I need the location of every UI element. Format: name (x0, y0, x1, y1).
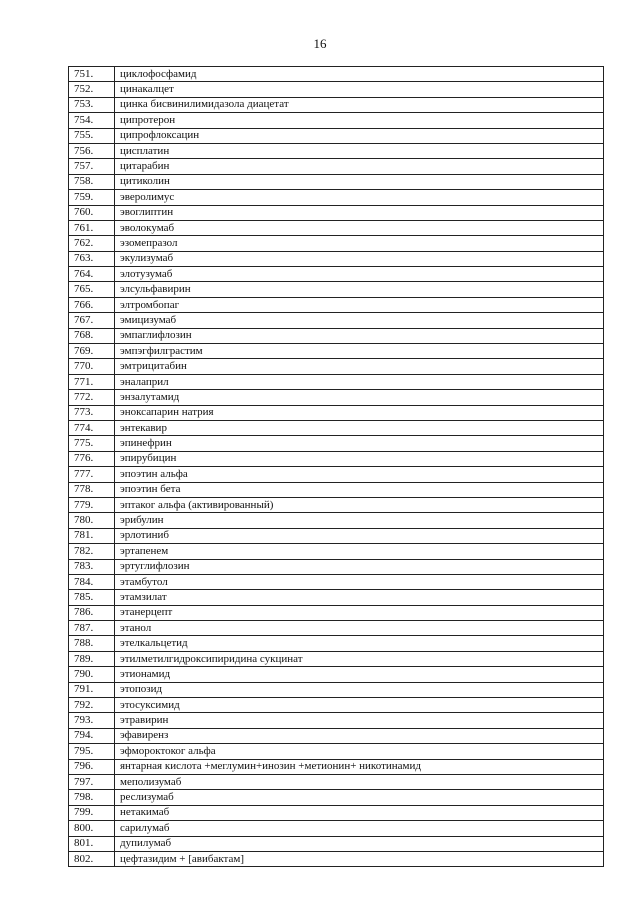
drug-name: реслизумаб (115, 790, 604, 805)
row-number: 755. (69, 128, 115, 143)
table-row (69, 497, 604, 512)
drug-name: энзалутамид (115, 390, 604, 405)
table-row (69, 251, 604, 266)
drug-name: эмтрицитабин (115, 359, 604, 374)
table-row (69, 682, 604, 697)
row-number: 775. (69, 436, 115, 451)
table-row (69, 436, 604, 451)
row-number: 781. (69, 528, 115, 543)
table-row (69, 574, 604, 589)
row-number: 761. (69, 220, 115, 235)
drug-name: сарилумаб (115, 821, 604, 836)
drug-name: нетакимаб (115, 805, 604, 820)
row-number: 777. (69, 467, 115, 482)
row-number: 787. (69, 621, 115, 636)
drug-name: меполизумаб (115, 774, 604, 789)
drug-name: энтекавир (115, 420, 604, 435)
row-number: 772. (69, 390, 115, 405)
table-row (69, 359, 604, 374)
table-row (69, 405, 604, 420)
row-number: 783. (69, 559, 115, 574)
table-row (69, 220, 604, 235)
drug-name: эверолимус (115, 190, 604, 205)
row-number: 770. (69, 359, 115, 374)
table-row (69, 482, 604, 497)
row-number: 782. (69, 544, 115, 559)
page-number: 16 (313, 36, 327, 51)
row-number: 765. (69, 282, 115, 297)
drug-name: эфмороктоког альфа (115, 744, 604, 759)
row-number: 794. (69, 728, 115, 743)
drug-name: экулизумаб (115, 251, 604, 266)
drug-name: цитарабин (115, 159, 604, 174)
drug-name: эрлотиниб (115, 528, 604, 543)
drug-name: эртуглифлозин (115, 559, 604, 574)
drug-name: эпирубицин (115, 451, 604, 466)
drug-name: эрибулин (115, 513, 604, 528)
row-number: 764. (69, 267, 115, 282)
row-number: 780. (69, 513, 115, 528)
table-row (69, 390, 604, 405)
table-row (69, 851, 604, 866)
drug-name: эртапенем (115, 544, 604, 559)
drug-name: эмпэгфилграстим (115, 344, 604, 359)
table-row (69, 836, 604, 851)
table-row (69, 790, 604, 805)
table-row (69, 821, 604, 836)
drug-name: эвоглиптин (115, 205, 604, 220)
table-row (69, 159, 604, 174)
drug-name: цефтазидим + [авибактам] (115, 851, 604, 866)
row-number: 769. (69, 344, 115, 359)
drug-name: элсульфавирин (115, 282, 604, 297)
drug-name: эптаког альфа (активированный) (115, 497, 604, 512)
row-number: 799. (69, 805, 115, 820)
drug-name: этосуксимид (115, 698, 604, 713)
table-row (69, 605, 604, 620)
row-number: 795. (69, 744, 115, 759)
row-number: 758. (69, 174, 115, 189)
table-row (69, 621, 604, 636)
row-number: 767. (69, 313, 115, 328)
drug-name: этанол (115, 621, 604, 636)
row-number: 773. (69, 405, 115, 420)
row-number: 751. (69, 67, 115, 82)
table-row (69, 544, 604, 559)
row-number: 788. (69, 636, 115, 651)
table-row (69, 174, 604, 189)
table-row (69, 728, 604, 743)
drug-name: эволокумаб (115, 220, 604, 235)
drug-name: этионамид (115, 667, 604, 682)
row-number: 785. (69, 590, 115, 605)
drug-name: этелкальцетид (115, 636, 604, 651)
table-row (69, 651, 604, 666)
drug-name: эфавиренз (115, 728, 604, 743)
row-number: 791. (69, 682, 115, 697)
drug-name: цинка бисвинилимидазола диацетат (115, 97, 604, 112)
row-number: 759. (69, 190, 115, 205)
drug-name: эзомепразол (115, 236, 604, 251)
table-row (69, 297, 604, 312)
row-number: 778. (69, 482, 115, 497)
drug-name: элтромбопаг (115, 297, 604, 312)
drug-name: цисплатин (115, 143, 604, 158)
drug-list-body (69, 67, 604, 867)
table-row (69, 559, 604, 574)
drug-name: эноксапарин натрия (115, 405, 604, 420)
table-row (69, 590, 604, 605)
drug-name: эпинефрин (115, 436, 604, 451)
table-row (69, 190, 604, 205)
row-number: 753. (69, 97, 115, 112)
row-number: 763. (69, 251, 115, 266)
table-row (69, 467, 604, 482)
row-number: 754. (69, 113, 115, 128)
table-row (69, 282, 604, 297)
row-number: 774. (69, 420, 115, 435)
table-row (69, 128, 604, 143)
drug-name: этравирин (115, 713, 604, 728)
row-number: 786. (69, 605, 115, 620)
table-row (69, 143, 604, 158)
table-row (69, 374, 604, 389)
drug-name: эмпаглифлозин (115, 328, 604, 343)
row-number: 771. (69, 374, 115, 389)
drug-name: эпоэтин бета (115, 482, 604, 497)
table-row (69, 344, 604, 359)
drug-name: этамбутол (115, 574, 604, 589)
row-number: 779. (69, 497, 115, 512)
drug-name: элотузумаб (115, 267, 604, 282)
table-row (69, 205, 604, 220)
drug-list-table (68, 66, 604, 867)
table-row (69, 513, 604, 528)
drug-name: этилметилгидроксипиридина сукцинат (115, 651, 604, 666)
drug-name: эналаприл (115, 374, 604, 389)
row-number: 802. (69, 851, 115, 866)
table-row (69, 113, 604, 128)
table-row (69, 805, 604, 820)
row-number: 776. (69, 451, 115, 466)
drug-name: этопозид (115, 682, 604, 697)
row-number: 760. (69, 205, 115, 220)
table-row (69, 420, 604, 435)
row-number: 762. (69, 236, 115, 251)
drug-name: ципрофлоксацин (115, 128, 604, 143)
row-number: 768. (69, 328, 115, 343)
drug-name: янтарная кислота +меглумин+инозин +метионин+ никотинамид (115, 759, 604, 774)
table-row (69, 328, 604, 343)
row-number: 752. (69, 82, 115, 97)
row-number: 793. (69, 713, 115, 728)
drug-name: ципротерон (115, 113, 604, 128)
table-row (69, 759, 604, 774)
table-row (69, 667, 604, 682)
table-row (69, 67, 604, 82)
row-number: 790. (69, 667, 115, 682)
table-row (69, 698, 604, 713)
table-row (69, 774, 604, 789)
drug-name: этамзилат (115, 590, 604, 605)
table-row (69, 236, 604, 251)
table-row (69, 82, 604, 97)
drug-name: циклофосфамид (115, 67, 604, 82)
row-number: 766. (69, 297, 115, 312)
table-row (69, 451, 604, 466)
row-number: 800. (69, 821, 115, 836)
table-row (69, 97, 604, 112)
row-number: 801. (69, 836, 115, 851)
row-number: 789. (69, 651, 115, 666)
drug-name: цинакалцет (115, 82, 604, 97)
row-number: 796. (69, 759, 115, 774)
table-row (69, 713, 604, 728)
table-row (69, 313, 604, 328)
row-number: 784. (69, 574, 115, 589)
row-number: 792. (69, 698, 115, 713)
drug-name: этанерцепт (115, 605, 604, 620)
table-row (69, 636, 604, 651)
drug-name: эмицизумаб (115, 313, 604, 328)
table-row (69, 267, 604, 282)
drug-name: цитиколин (115, 174, 604, 189)
row-number: 757. (69, 159, 115, 174)
row-number: 797. (69, 774, 115, 789)
drug-name: дупилумаб (115, 836, 604, 851)
table-row (69, 528, 604, 543)
drug-name: эпоэтин альфа (115, 467, 604, 482)
table-row (69, 744, 604, 759)
row-number: 798. (69, 790, 115, 805)
row-number: 756. (69, 143, 115, 158)
